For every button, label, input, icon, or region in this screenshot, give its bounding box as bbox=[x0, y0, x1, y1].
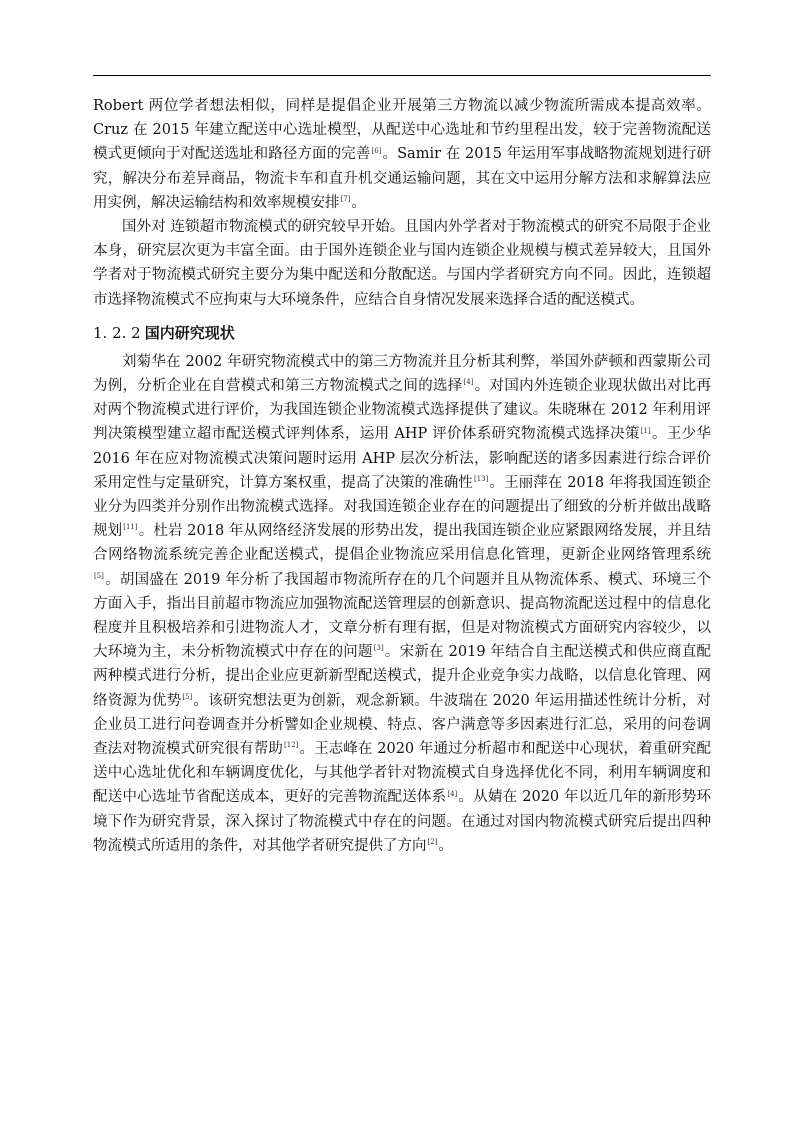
citation-ref: [6] bbox=[371, 146, 382, 155]
citation-ref: [12] bbox=[283, 741, 299, 750]
section-title: 国内研究现状 bbox=[144, 323, 235, 342]
citation-ref: [2] bbox=[427, 838, 438, 847]
citation-ref: [7] bbox=[340, 194, 351, 203]
section-heading bbox=[93, 320, 711, 346]
citation-ref: [4] bbox=[447, 789, 458, 798]
paragraph-text: Robert 两位学者想法相似，同样是提倡企业开展第三方物流以减少物流所需成本提高效率。Cruz 在 2015 年建立配送中心选址模型，从配送中心选址和节约里程出发，较于完善物流配送模式更倾向于对配送选址和路径方面的完善 bbox=[93, 98, 711, 163]
citation-ref: [13] bbox=[473, 475, 489, 484]
citation-ref: [4] bbox=[463, 378, 474, 387]
paragraph-text: 。该研究想法更为创新，观念新颖。牛波瑞在 2020 年运用描述性统计分析，对企业员工进行问卷调查并分析譬如企业规模、特点、客户满意等多因素进行汇总，采用的问卷调查法对物流模式研究很有帮助 bbox=[93, 692, 711, 758]
paragraphs-bottom bbox=[93, 350, 711, 858]
body-paragraph bbox=[93, 350, 711, 858]
paragraph-text: 刘菊华在 2002 年研究物流模式中的第三方物流并且分析其利弊，举国外萨顿和西蒙斯公司为例，分析企业在自营模式和第三方物流模式之间的选择 bbox=[93, 353, 711, 395]
header-rule bbox=[93, 75, 711, 76]
body-paragraph bbox=[93, 94, 711, 215]
section-number: 1. 2. 2 bbox=[93, 323, 141, 342]
paragraph-text: 。胡国盛在 2019 年分析了我国超市物流所存在的几个问题并且从物流体系、模式、环境三个方面入手，指出目前超市物流应加强物流配送管理层的创新意识、提高物流配送过程中的信息化程度并且积极培养和引进物流人才，文章分析有理有据，但是对物流模式方面研究内容较少，以大环境为主，未分析物流模式中存在的问题 bbox=[93, 571, 711, 661]
paragraph-text: 。 bbox=[351, 194, 366, 211]
citation-ref: [11] bbox=[123, 523, 138, 532]
page-body bbox=[93, 94, 711, 858]
paragraph-text: 。杜岩 2018 年从网络经济发展的形势出发，提出我国连锁企业应紧跟网络发展，并且结合网络物流系统完善企业配送模式，提倡企业物流应采用信息化管理，更新企业网络管理系统 bbox=[93, 523, 712, 564]
paragraph-text: 。王少华 2016 年在应对物流模式决策问题时运用 AHP 层次分析法，影响配送的诸多因素进行综合评价采用定性与定量研究，计算方案权重，提高了决策的准确性 bbox=[93, 426, 712, 491]
paragraph-text: 。王志峰在 2020 年通过分析超市和配送中心现状，着重研究配送中心选址优化和车辆调度优化，与其他学者针对物流模式自身选择优化不同，利用车辆调度和配送中心选址节省配送成本，更好的完善物流配送体系 bbox=[93, 741, 711, 806]
paragraph-text: 国外对 连锁超市物流模式的研究较早开始。且国内外学者对于物流模式的研究不局限于企业本身，研究层次更为丰富全面。由于国外连锁企业与国内连锁企业规模与模式差异较大，且国外学者对于物流模式研究主要分为集中配送和分散配送。与国内学者研究方向不同。因此，连锁超市选择物流模式不应拘束与大环境条件，应结合自身情况发展来选择合适的配送模式。 bbox=[93, 219, 711, 308]
citation-ref: [5] bbox=[182, 692, 193, 701]
paragraph-text: 。 bbox=[438, 837, 453, 854]
citation-ref: [5] bbox=[94, 571, 104, 580]
body-paragraph bbox=[93, 215, 711, 312]
citation-ref: [1] bbox=[640, 426, 651, 435]
paragraph-text: 。对国内外连锁企业现状做出对比再对两个物流模式进行评价，为我国连锁企业物流模式选择提供了建议。朱晓琳在 2012 年利用评判决策模型建立超市配送模式评判体系，运用 AHP 评价体系研究物流模式选择决策 bbox=[93, 378, 712, 443]
paragraph-text: 。王丽萍在 2018 年将我国连锁企业分为四类并分别作出物流模式选择。对我国连锁企业存在的问题提出了细致的分析并做出战略规划 bbox=[93, 474, 712, 540]
paragraph-text: 。宋新在 2019 年结合自主配送模式和供应商直配两种模式进行分析，提出企业应更新新型配送模式，提升企业竞争实力战略，以信息化管理、网络资源为优势 bbox=[93, 644, 712, 709]
paragraph-text: 。从婧在 2020 年以近几年的新形势环境下作为研究背景，深入探讨了物流模式中存在的问题。在通过对国内物流模式研究后提出四种物流模式所适用的条件，对其他学者研究提供了方向 bbox=[93, 789, 711, 854]
citation-ref: [3] bbox=[373, 644, 384, 653]
paragraphs-top bbox=[93, 94, 711, 312]
paragraph-text: 。Samir 在 2015 年运用军事战略物流规划进行研究，解决分布差异商品，物流卡车和直升机交通运输问题，其在文中运用分解方法和求解算法应用实例，解决运输结构和效率规模安排 bbox=[93, 146, 712, 211]
